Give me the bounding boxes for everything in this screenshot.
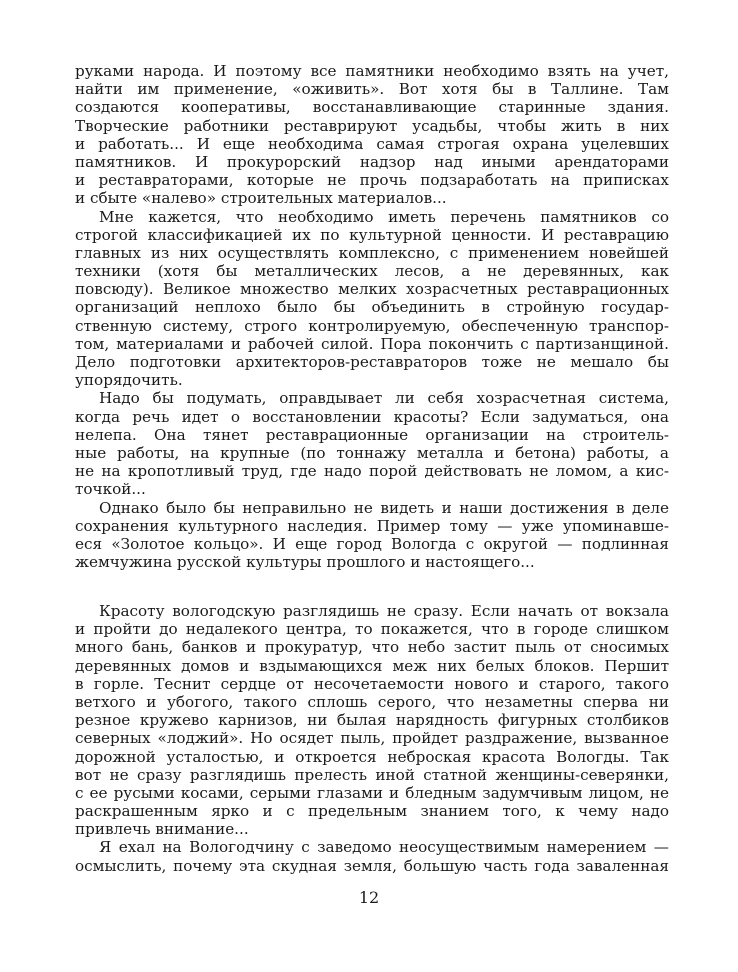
- text-line: нелепа. Она тянет реставрационные организации на строитель-: [75, 425, 669, 444]
- text-line: когда речь идет о восстановлении красоты? Если задуматься, она: [75, 407, 669, 426]
- text-line: Красоту вологодскую разглядишь не сразу. Если начать от вокзала: [99, 602, 669, 620]
- text-section-1: [75, 62, 669, 571]
- text-line: с ее русыми косами, серыми глазами и бледным задумчивым лицом, не: [75, 783, 669, 802]
- text-line: упорядочить.: [75, 371, 183, 390]
- text-line: привлечь внимание...: [75, 820, 249, 839]
- text-line: точкой...: [75, 480, 146, 499]
- text-line: памятников. И прокурорский надзор над иными арендаторами: [75, 152, 669, 171]
- text-line: повсюду). Великое множество мелких хозрасчетных реставрационных: [75, 280, 669, 299]
- paragraph: [75, 499, 669, 572]
- text-line: Дело подготовки архитекторов-реставраторов тоже не мешало бы: [75, 353, 669, 371]
- text-line: много бань, банков и прокуратур, что небо застит пыль от сносимых: [75, 638, 669, 657]
- text-line: Творческие работники реставрируют усадьбы, чтобы жить в них: [75, 116, 669, 135]
- text-line: северных «лоджий». Но осядет пыль, пройдет раздражение, вызванное: [75, 729, 669, 748]
- text-line: Однако было бы неправильно не видеть и наши достижения в деле: [99, 498, 669, 517]
- text-line: вот не сразу разглядишь прелесть иной статной женщины-северянки,: [75, 765, 669, 784]
- text-line: в горле. Теснит сердце от несочетаемости нового и старого, такого: [75, 674, 669, 693]
- text-line: главных из них осуществлять комплексно, с применением новейшей: [75, 243, 669, 262]
- text-line: осмыслить, почему эта скудная земля, большую часть года заваленная: [75, 856, 669, 875]
- text-line: руками народа. И поэтому все памятники необходимо взять на учет,: [75, 62, 669, 80]
- text-line: том, материалами и рабочей силой. Пора покончить с партизанщиной.: [75, 334, 669, 353]
- text-line: раскрашенным ярко и с предельным знанием того, к чему надо: [75, 802, 669, 821]
- text-line: не на кропотливый труд, где надо порой действовать не ломом, а кис-: [75, 462, 669, 481]
- paragraph: [75, 62, 669, 208]
- text-line: ственную систему, строго контролируемую, обеспеченную транспор-: [75, 316, 669, 335]
- text-line: резное кружево карнизов, ни былая нарядность фигурных столбиков: [75, 711, 669, 730]
- text-line: и сбыте «налево» строительных материалов...: [75, 189, 447, 208]
- text-line: создаются кооперативы, восстанавливающие старинные здания.: [75, 98, 669, 117]
- text-line: ветхого и убогого, такого сплошь серого, что незаметны сперва ни: [75, 692, 669, 711]
- paragraph: [75, 602, 669, 838]
- text-line: строгой классификацией их по культурной ценности. И реставрацию: [75, 225, 669, 244]
- text-line: деревянных домов и вздымающихся меж них белых блоков. Першит: [75, 656, 669, 675]
- paragraph: [75, 389, 669, 498]
- text-line: и пройти до недалекого центра, то покажется, что в городе слишком: [75, 620, 669, 639]
- page-number: 12: [358, 888, 380, 907]
- text-line: найти им применение, «оживить». Вот хотя бы в Таллине. Там: [75, 80, 669, 99]
- text-line: техники (хотя бы металлических лесов, а не деревянных, как: [75, 262, 669, 281]
- text-line: Я ехал на Вологодчину с заведомо неосуществимым намерением —: [99, 838, 669, 857]
- text-section-2: [75, 602, 669, 875]
- paragraph: [75, 838, 669, 874]
- text-line: организаций неплохо было бы объединить в стройную государ-: [75, 298, 669, 317]
- text-line: ные работы, на крупные (по тоннажу металла и бетона) работы, а: [75, 443, 669, 462]
- text-line: сохранения культурного наследия. Пример тому — уже упоминавше-: [75, 516, 669, 535]
- text-line: жемчужина русской культуры прошлого и настоящего...: [75, 553, 535, 572]
- paragraph: [75, 208, 669, 390]
- text-line: Мне кажется, что необходимо иметь перечень памятников со: [99, 207, 669, 226]
- text-line: еся «Золотое кольцо». И еще город Вологда с округой — подлинная: [75, 534, 669, 553]
- text-line: дорожной усталостью, и откроется неброская красота Вологды. Так: [75, 747, 669, 766]
- text-line: и реставраторами, которые не прочь подзаработать на приписках: [75, 171, 669, 190]
- text-line: Надо бы подумать, оправдывает ли себя хозрасчетная система,: [99, 389, 669, 408]
- text-line: и работать... И еще необходима самая строгая охрана уцелевших: [75, 134, 669, 153]
